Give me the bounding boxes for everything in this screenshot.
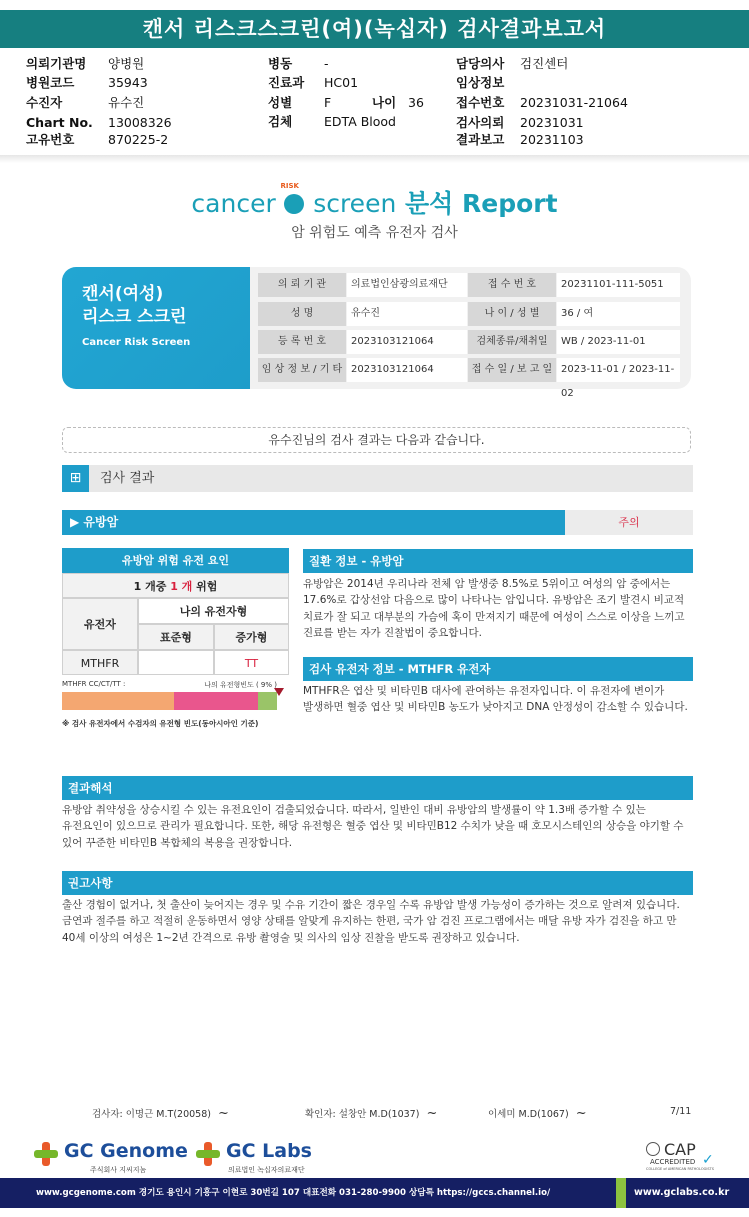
gene-cell: MTHFR: [62, 650, 138, 675]
summary-value: 2023103121064: [347, 358, 467, 382]
summary-key: 의 뢰 기 관: [258, 273, 346, 297]
gene-info-text: MTHFR은 엽산 및 비타민B 대사에 관여하는 유전자입니다. 이 유전자에 변이가 발생하면 혈중 엽산 및 비타민B 농도가 낮아지고 DNA 안정성이 감소할 수 있습니다.: [303, 685, 688, 714]
logo-screen: screen: [313, 189, 397, 218]
footer-divider: [616, 1178, 626, 1208]
increased-col-header: 증가형: [214, 624, 289, 650]
header-item: 임상정보: [456, 75, 505, 90]
logo-mark-icon: [280, 182, 304, 214]
risk-table-header: 유방암 위험 유전 요인: [62, 548, 289, 573]
header-item: 수진자 유수진: [26, 95, 145, 110]
cap-checkmark-icon: ✓: [702, 1152, 714, 1168]
footer-website[interactable]: www.gclabs.co.kr: [634, 1187, 730, 1198]
recommendation-title: 권고사항: [62, 871, 693, 895]
cap-small: COLLEGE of AMERICAN PATHOLOGISTS: [646, 1167, 714, 1171]
gc-cross-icon: [196, 1142, 220, 1166]
confirmer-signature: 확인자: 설창안 M.D(1037) ~: [305, 1106, 438, 1121]
summary-key: 접 수 일 / 보 고 일: [468, 358, 556, 382]
result-message: 유수진님의 검사 결과는 다음과 같습니다.: [62, 427, 691, 453]
section-title: 검사 결과: [100, 471, 155, 486]
summary-value: 유수진: [347, 302, 467, 326]
genome-name: GC Genome: [64, 1140, 188, 1162]
header-divider: [0, 155, 749, 163]
interpretation-title: 결과해석: [62, 776, 693, 800]
cap-logo: [646, 1140, 716, 1174]
gene-col-header: 유전자: [62, 598, 138, 650]
section-bar: [62, 465, 693, 492]
risk-badge: 주의: [565, 510, 693, 535]
labs-subname: 의료법인 녹십자의료재단: [228, 1166, 305, 1174]
card-subtitle: Cancer Risk Screen: [82, 337, 191, 348]
summary-key: 임 상 정 보 / 기 타: [258, 358, 346, 382]
normal-cell: [138, 650, 214, 675]
cap-seal-icon: [646, 1142, 660, 1156]
summary-key: 검체종류/채취일: [468, 330, 556, 354]
disease-info-title: 질환 정보 - 유방암: [303, 549, 693, 573]
summary-value: 36 / 여: [557, 302, 680, 326]
header-item: 진료과 HC01: [268, 75, 359, 90]
report-box-icon: ⊞: [62, 465, 89, 492]
header-info: [0, 0, 749, 160]
recommendation-text: 출산 경험이 없거나, 첫 출산이 늦어지는 경우 및 수유 기간이 짧은 경우일 수록 유방암 발생 가능성이 증가하는 것으로 알려져 있습니다. 금연과 절주를 하고 적절히 운동하면서 영양 상태를 알맞게 유지하는 한편, 국가 암 검진 프로그램에서는 매달 유방 자가 검진을 하고 만 40세 이상의 여성은 1~2년 간격으로 유방 촬영술 및 의사의 임상 진찰을 받도록 권장하고 있습니다.: [62, 899, 680, 944]
freq-bar-segment: [62, 692, 174, 710]
freq-note: ※ 검사 유전자에서 수검자의 유전형 빈도(동아시아인 기준): [62, 719, 259, 728]
logo-risk: RISK: [280, 182, 299, 190]
logo-suffix: 분석 Report: [405, 189, 558, 218]
freq-bar-segment: [174, 692, 258, 710]
report-subtitle: 암 위험도 예측 유전자 검사: [291, 225, 458, 241]
summary-value: 2023103121064: [347, 330, 467, 354]
footer-address: www.gcgenome.com 경기도 용인시 기흥구 이현로 30번길 107 대표전화 031-280-9900 상담톡 https://gccs.channel.io/: [36, 1188, 551, 1198]
labs-name: GC Labs: [226, 1140, 312, 1162]
cap-accredited: ACCREDITED: [650, 1158, 696, 1166]
summary-card-title: [62, 267, 250, 389]
header-item: 담당의사 검진센터: [456, 56, 569, 71]
interpretation-text: 유방암 취약성을 상승시킬 수 있는 유전요인이 검출되었습니다. 따라서, 일반인 대비 유방암의 발생률이 약 1.3배 증가할 수 있는 유전요인이 있으므로 관리가 필요합니다. 또한, 해당 유전형은 혈중 엽산 및 비타민B12 수치가 낮을 때 호모시스테인의 상승을 야기할 수 있어 꾸준한 비타민B 복합체의 복용을 권장합니다.: [62, 804, 684, 849]
handwritten-signature-icon: ~: [426, 1106, 438, 1121]
header-item: 병원코드 35943: [26, 75, 148, 90]
summary-value: 의료법인삼광의료재단: [347, 273, 467, 297]
freq-marker-icon: [274, 688, 284, 696]
header-item: 성별 F 나이 36: [268, 95, 424, 110]
header-item: 병동 -: [268, 56, 329, 71]
header-item: 접수번호 20231031-21064: [456, 95, 628, 110]
summary-key: 성 명: [258, 302, 346, 326]
disease-info-text: 유방암은 2014년 우리나라 전체 암 발생중 8.5%로 5위이고 여성의 암 중에서는 17.6%로 갑상선암 다음으로 많이 나타나는 암입니다. 유방암은 조기 발견시 비교적 치료가 잘 되고 대부분의 가슴에 혹이 만져지기 때문에 여성이 스스로 이상을 느끼고 진료를 받는 자가 진찰법이 중요합니다.: [303, 578, 685, 640]
header-item: 검체 EDTA Blood: [268, 114, 396, 129]
summary-key: 등 록 번 호: [258, 330, 346, 354]
header-item: Chart No. 13008326: [26, 115, 172, 130]
header-item: 의뢰기관명 양병원: [26, 56, 145, 71]
summary-key: 접 수 번 호: [468, 273, 556, 297]
category-label: ▶ 유방암: [62, 510, 565, 535]
card-title: 캔서(여성) 리스크 스크린: [82, 284, 187, 327]
increased-cell: TT: [214, 650, 289, 675]
report-logo: [0, 184, 749, 220]
cap-name: CAP: [664, 1140, 696, 1159]
footer-bar: [0, 1178, 749, 1208]
genome-subname: 주식회사 지씨지놈: [90, 1166, 147, 1174]
header-item: 결과보고 20231103: [456, 132, 584, 147]
freq-bar-left-label: MTHFR CC/CT/TT :: [62, 680, 126, 688]
summary-value: WB / 2023-11-01: [557, 330, 680, 354]
freq-bar: [62, 692, 277, 710]
genotype-col-header: 나의 유전자형: [138, 598, 289, 624]
report-title: 캔서 리스크스크린(여)(녹십자) 검사결과보고서: [0, 10, 749, 48]
risk-summary: 1 개중 1 개 위험: [62, 573, 289, 598]
gene-info-title: 검사 유전자 정보 - MTHFR 유전자: [303, 657, 693, 681]
logo-cancer: cancer: [191, 189, 276, 218]
summary-key: 나 이 / 성 별: [468, 302, 556, 326]
header-item: 고유번호 870225-2: [26, 132, 169, 147]
summary-value: 20231101-111-5051: [557, 273, 680, 297]
page-number: 7/11: [670, 1106, 692, 1117]
header-item: 검사의뢰 20231031: [456, 115, 584, 130]
summary-value: 2023-11-01 / 2023-11-02: [557, 358, 680, 382]
examiner-signature: 검사자: 이명근 M.T(20058) ~: [92, 1106, 229, 1121]
handwritten-signature-icon: ~: [218, 1106, 229, 1121]
other-signature: 이세미 M.D(1067) ~: [488, 1106, 587, 1121]
handwritten-signature-icon: ~: [575, 1106, 587, 1121]
normal-col-header: 표준형: [138, 624, 214, 650]
gc-cross-icon: [34, 1142, 58, 1166]
summary-table: [258, 273, 682, 399]
freq-bar-right-label: 나의 유전형빈도 ( 9% ): [204, 681, 277, 689]
